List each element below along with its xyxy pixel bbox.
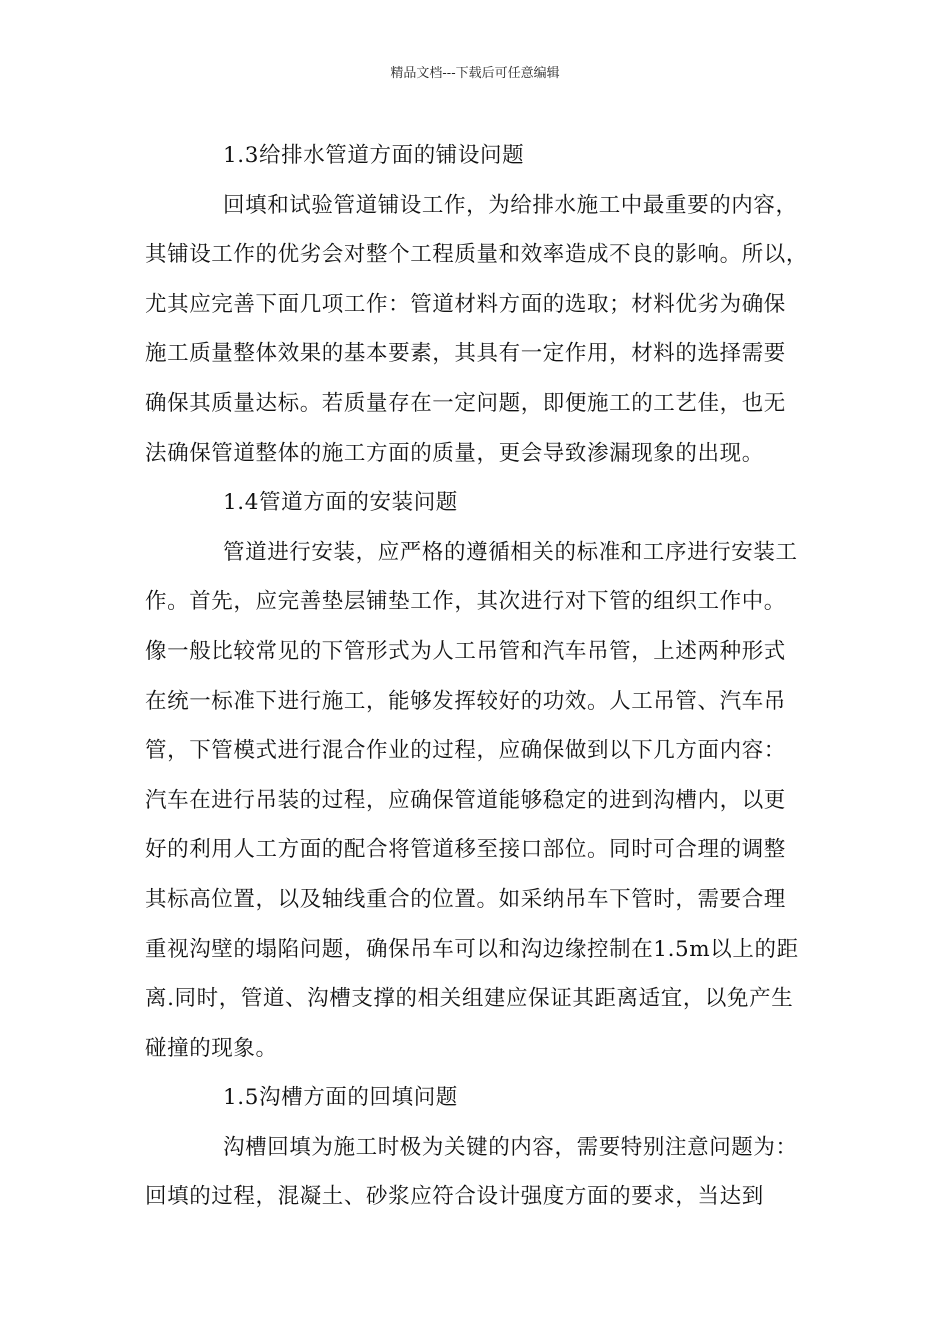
text-line: 其铺设工作的优劣会对整个工程质量和效率造成不良的影响。所以， xyxy=(145,242,809,268)
text-line: 其标高位置，以及轴线重合的位置。如采纳吊车下管时，需要合理 xyxy=(145,886,786,912)
text-line: 重视沟壁的塌陷问题，确保吊车可以和沟边缘控制在1.5m以上的距 xyxy=(145,936,799,962)
text-line: 管，下管模式进行混合作业的过程，应确保做到以下几方面内容： xyxy=(145,738,786,764)
text-line: 好的利用人工方面的配合将管道移至接口部位。同时可合理的调整 xyxy=(145,837,786,863)
document-body xyxy=(145,131,830,1222)
text-line: 回填的过程，混凝土、砂浆应符合设计强度方面的要求，当达到 xyxy=(145,1184,764,1210)
text-line: 回填和试验管道铺设工作，为给排水施工中最重要的内容， xyxy=(223,192,798,218)
text-line: 法确保管道整体的施工方面的质量，更会导致渗漏现象的出现。 xyxy=(145,440,764,466)
text-line: 1.3给排水管道方面的铺设问题 xyxy=(223,143,525,168)
text-line: 在统一标准下进行施工，能够发挥较好的功效。人工吊管、汽车吊 xyxy=(145,688,786,714)
text-line: 汽车在进行吊装的过程，应确保管道能够稳定的进到沟槽内，以更 xyxy=(145,787,786,813)
text-line: 碰撞的现象。 xyxy=(145,1035,278,1061)
text-line: 管道进行安装，应严格的遵循相关的标准和工序进行安装工 xyxy=(223,539,798,565)
text-line: 作。首先，应完善垫层铺垫工作，其次进行对下管的组织工作中。 xyxy=(145,589,786,615)
text-line: 沟槽回填为施工时极为关键的内容，需要特别注意问题为： xyxy=(223,1134,798,1160)
page-header: 精品文档---下载后可任意编辑 xyxy=(390,66,560,81)
text-line: 1.4管道方面的安装问题 xyxy=(223,490,458,516)
text-line: 离.同时，管道、沟槽支撑的相关组建应保证其距离适宜，以免产生 xyxy=(145,986,794,1012)
text-line: 施工质量整体效果的基本要素，其具有一定作用，材料的选择需要 xyxy=(145,341,786,367)
text-line: 像一般比较常见的下管形式为人工吊管和汽车吊管，上述两种形式 xyxy=(145,638,786,664)
text-line: 确保其质量达标。若质量存在一定问题，即便施工的工艺佳，也无 xyxy=(145,390,786,416)
text-line: 1.5沟槽方面的回填问题 xyxy=(223,1085,458,1111)
text-line: 尤其应完善下面几项工作：管道材料方面的选取；材料优劣为确保 xyxy=(145,291,786,317)
